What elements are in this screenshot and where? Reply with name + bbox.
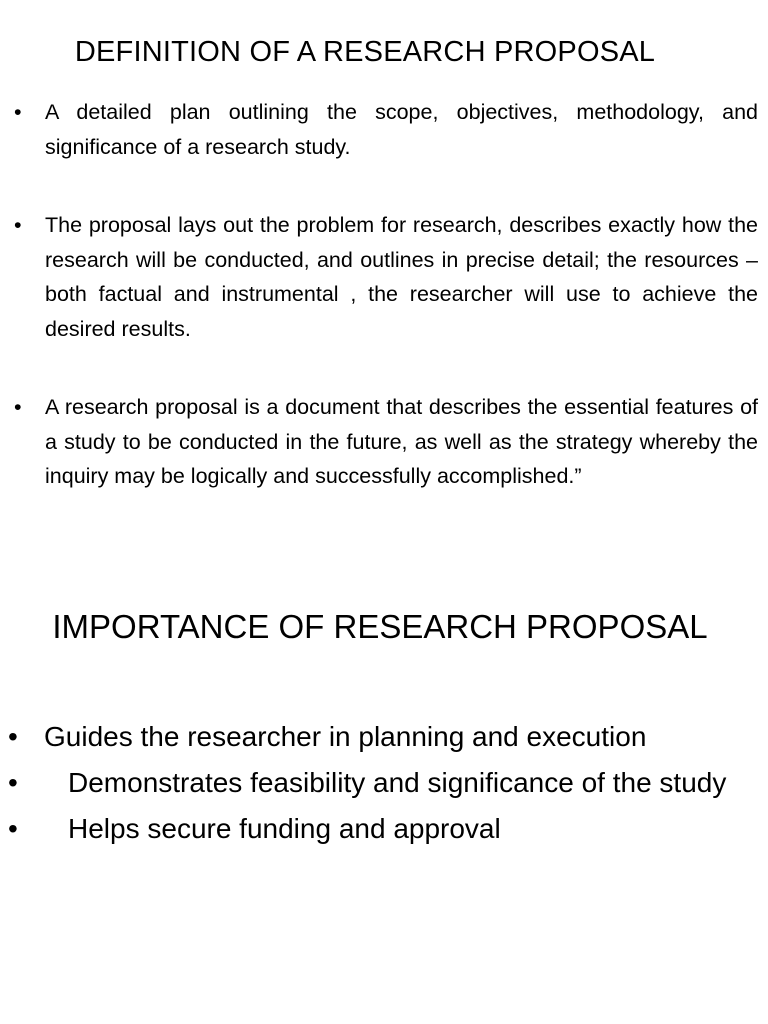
- definition-item-text: A research proposal is a document that describes the essential features of a study to be conducted in the future, as well as the strategy whereby the inquiry may be logically and successfully accomplished.”: [45, 395, 758, 488]
- importance-bullet-list: [8, 716, 748, 854]
- definition-bullet-list: [14, 95, 758, 538]
- bullet-icon: •: [8, 767, 18, 798]
- list-item: [8, 762, 748, 804]
- list-item: [8, 808, 748, 850]
- bullet-icon: •: [14, 213, 22, 237]
- bullet-icon: •: [8, 813, 18, 844]
- list-item: [14, 390, 758, 494]
- definition-heading: DEFINITION OF A RESEARCH PROPOSAL: [74, 36, 656, 68]
- definition-item-text: A detailed plan outlining the scope, objectives, methodology, and significance of a research study.: [45, 100, 758, 159]
- bullet-icon: •: [14, 100, 22, 124]
- bullet-icon: •: [14, 395, 22, 419]
- importance-item-text: Helps secure funding and approval: [68, 813, 501, 844]
- list-item: [8, 716, 748, 758]
- list-item: [14, 208, 758, 346]
- importance-item-text: Demonstrates feasibility and significance of the study: [68, 767, 727, 798]
- importance-item-text: Guides the researcher in planning and execution: [44, 721, 647, 752]
- list-item: [14, 95, 758, 164]
- bullet-icon: •: [8, 721, 18, 752]
- importance-heading: IMPORTANCE OF RESEARCH PROPOSAL: [52, 608, 708, 645]
- definition-item-text: The proposal lays out the problem for research, describes exactly how the research will be conducted, and outlines in precise detail; the resources – both factual and instrumental , the researcher will use to achieve the desired results.: [45, 213, 758, 341]
